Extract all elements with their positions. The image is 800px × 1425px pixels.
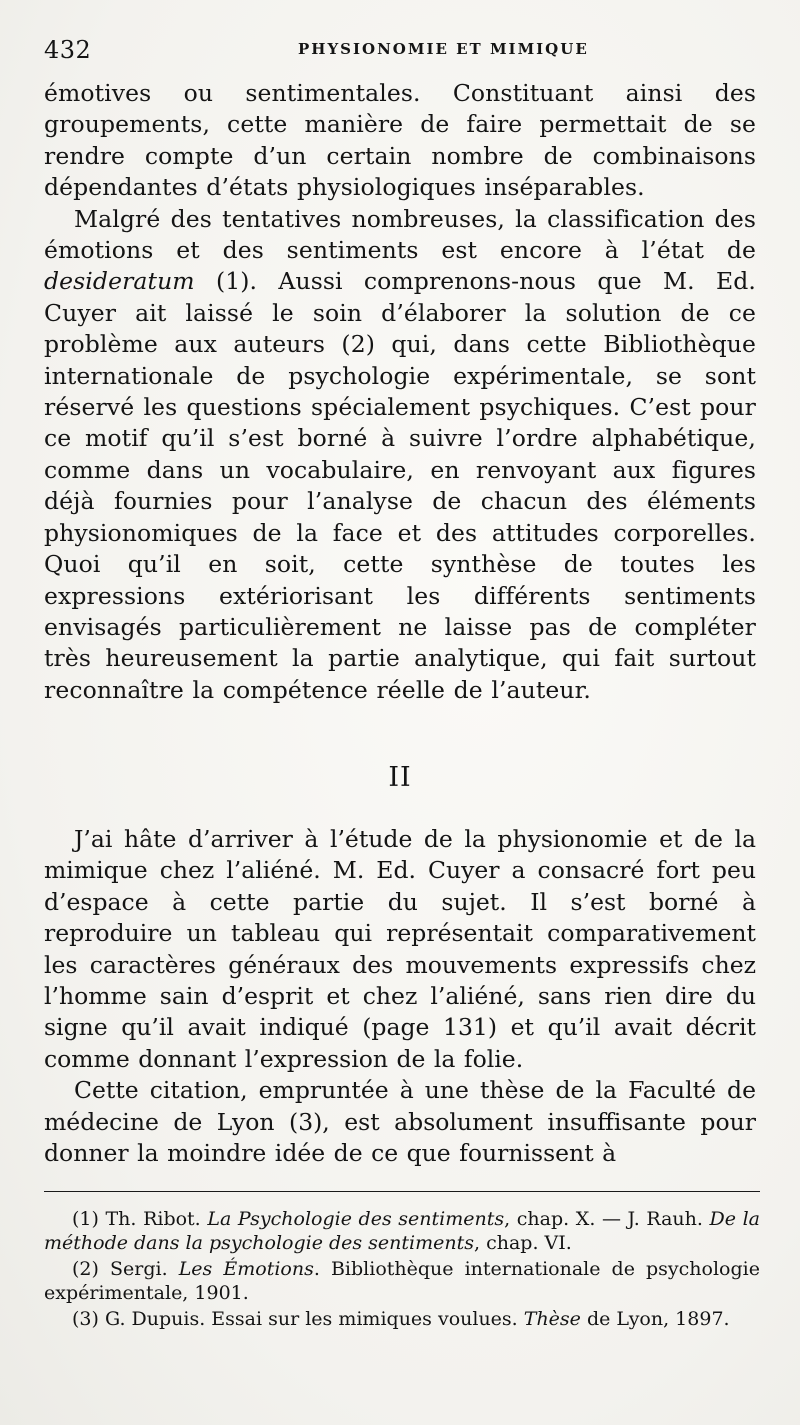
paragraph-2-start: Malgré des tentatives nombreuses, la classification des émotions et des sentiments est encore à l’état de (44, 204, 756, 265)
footnotes (44, 1208, 760, 1332)
footnote-1-part-b: , chap. X. — J. Rauh. (504, 1208, 710, 1230)
footnote-2 (44, 1258, 760, 1305)
footnote-1-part-c: , chap. VI. (474, 1231, 572, 1254)
footnote-3-part-a: (3) G. Dupuis. Essai sur les mimiques voulues. (72, 1308, 524, 1330)
body-text-section-2 (44, 824, 756, 1169)
page-number: 432 (44, 36, 92, 64)
paragraph-3: J’ai hâte d’arriver à l’étude de la physionomie et de la mimique chez l’aliéné. M. Ed. Cuyer a consacré fort peu d’espace à cette partie du sujet. Il s’est borné à reproduire un tableau qui représentait comparativement les caractères généraux des mouvements expressifs chez l’homme sain d’esprit et chez l’aliéné, sans rien dire du signe qu’il avait indiqué (page 131) et qu’il avait décrit comme donnant l’expression de la folie. (44, 825, 756, 1073)
paragraph-2-rest: (1). Aussi comprenons-nous que M. Ed. Cuyer ait laissé le soin d’élaborer la solution de ce problème aux auteurs (2) qui, dans cette Bibliothèque internationale de psychologie expérimentale, se sont réservé les questions spécialement psychiques. C’est pour ce motif qu’il s’est borné à suivre l’ordre alphabétique, comme dans un vocabulaire, en renvoyant aux figures déjà fournies pour l’analyse de chacun des éléments physionomiques de la face et des attitudes corporelles. Quoi qu’il en soit, cette synthèse de toutes les expressions extériorisant les différents sentiments envisagés particulièrement ne laisse pas de compléter très heureusement la partie analytique, qui fait surtout reconnaître la compétence réelle de l’auteur. (44, 267, 756, 704)
footnote-1 (44, 1208, 760, 1255)
paragraph-1: émotives ou sentimentales. Constituant ainsi des groupements, cette manière de faire permettait de se rendre compte d’un certain nombre de combinaisons dépendantes d’états physiologiques inséparables. (44, 79, 756, 202)
footnote-1-title-2: De la méthode dans la psychologie des sentiments (44, 1208, 761, 1254)
body-text-section-1 (44, 78, 756, 706)
footnote-2-title: Les Émotions (178, 1258, 314, 1280)
footnote-divider (44, 1191, 760, 1192)
footnote-3-part-b: de Lyon, 1897. (580, 1308, 730, 1330)
footnote-2-part-b: . Bibliothèque internationale de psychologie expérimentale, 1901. (44, 1258, 760, 1304)
paragraph-2 (44, 204, 756, 707)
footnote-1-title-1: La Psychologie des sentiments (207, 1208, 505, 1230)
paragraph-4: Cette citation, empruntée à une thèse de la Faculté de médecine de Lyon (3), est absolument insuffisante pour donner la moindre idée de ce que fournissent à (44, 1076, 756, 1168)
desideratum-italic: desideratum (44, 267, 195, 296)
footnote-2-part-a: (2) Sergi. (72, 1258, 179, 1280)
footnote-3-thesis-italic: Thèse (523, 1308, 581, 1330)
footnote-3 (44, 1308, 760, 1332)
footnote-1-part-a: (1) Th. Ribot. (72, 1208, 208, 1230)
running-head: PHYSIONOMIE ET MIMIQUE (298, 40, 589, 58)
page-header (44, 36, 760, 66)
section-heading: II (388, 762, 412, 793)
